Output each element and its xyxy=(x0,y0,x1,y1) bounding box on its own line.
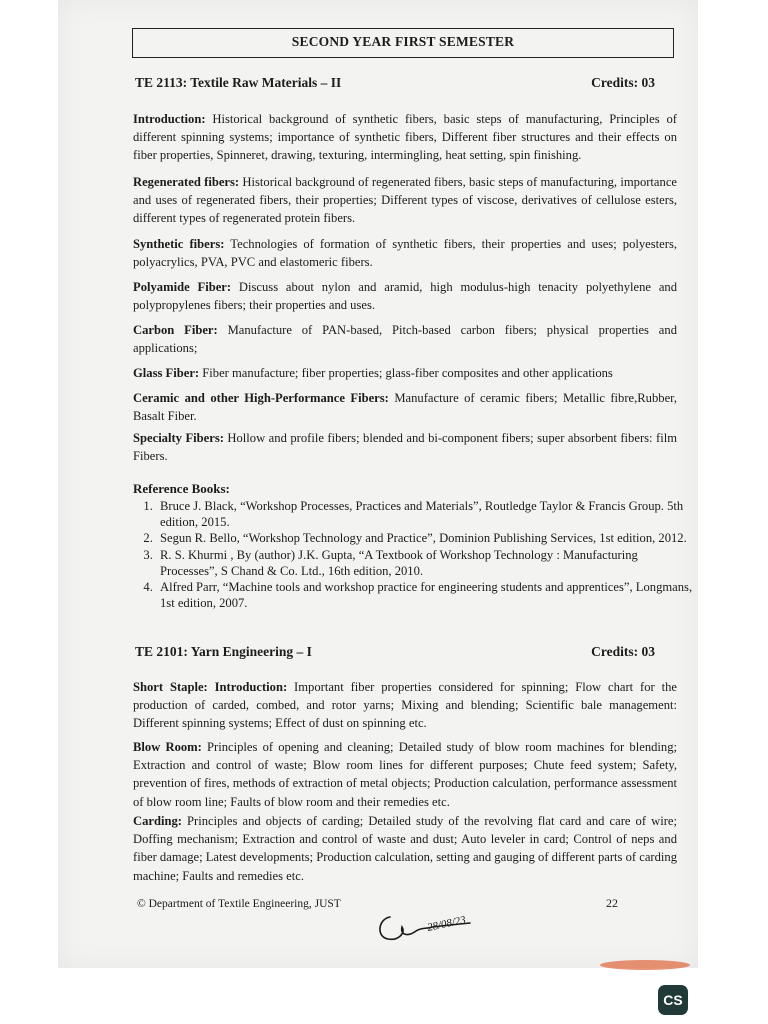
section-glass-fiber: Glass Fiber: Fiber manufacture; fiber properties; glass-fiber composites and other applications xyxy=(133,366,613,380)
section-blow-room: Blow Room: Principles of opening and cleaning; Detailed study of blow room machines for blending; Extraction and control of waste; Blow room lines for different purposes; Chute feed system; Safety, prevention of fires, methods of extraction of metal objects; Production calculation, performance assessment of blow room line; Faults of blow room and their remedies etc. xyxy=(133,740,678,809)
course-title: TE 2101: Yarn Engineering – I xyxy=(135,644,312,659)
page-number: 22 xyxy=(606,896,618,910)
reference-item: 2. Segun R. Bello, “Workshop Technology and Practice”, Dominion Publishing Services, 1st edition, 2012. xyxy=(156,530,696,546)
course-header-te2113 xyxy=(135,75,655,91)
reference-item: 3. R. S. Khurmi , By (author) J.K. Gupta, “A Textbook of Workshop Technology : Manufacturing Processes”, S Chand & Co. Ltd., 16th edition, 2010. xyxy=(156,547,696,579)
camscanner-badge-icon: CS xyxy=(658,985,688,1015)
reference-item: 4. Alfred Parr, “Machine tools and workshop practice for engineering students and apprentices”, Longmans, 1st edition, 2007. xyxy=(156,579,696,611)
scan-artifact xyxy=(600,960,690,970)
reference-item: 1. Bruce J. Black, “Workshop Processes, Practices and Materials”, Routledge Taylor & Francis Group. 5th edition, 2015. xyxy=(156,498,696,530)
page-margin xyxy=(698,0,768,1024)
section-introduction: Introduction: Historical background of synthetic fibers, basic steps of manufacturing, Principles of different spinning systems; importance of synthetic fibers, Different fiber structures and their effects on fiber properties, Spinneret, drawing, texturing, intermingling, heat setting, spin finishing. xyxy=(133,112,677,163)
signature-date: 28/08/23 xyxy=(426,914,467,934)
course-title: TE 2113: Textile Raw Materials – II xyxy=(135,75,342,90)
reference-list xyxy=(133,498,696,611)
semester-header: SECOND YEAR FIRST SEMESTER xyxy=(132,28,674,58)
course-credits: Credits: 03 xyxy=(591,644,655,659)
department-footer: © Department of Textile Engineering, JUST xyxy=(137,898,341,910)
course-credits: Credits: 03 xyxy=(591,75,655,90)
section-carbon-fiber: Carbon Fiber: Manufacture of PAN-based, Pitch-based carbon fibers; physical properties and applications; xyxy=(133,323,677,356)
section-specialty-fibers: Specialty Fibers: Hollow and profile fibers; blended and bi-component fibers; super absorbent fibers: film Fibers. xyxy=(133,431,678,464)
section-regenerated-fibers: Regenerated fibers: Historical background of regenerated fibers, basic steps of manufacturing, importance and uses of regenerated fibers, their properties; Different types of viscose, derivatives of cellulose esters, different types of regenerated protein fibers. xyxy=(133,175,677,226)
section-carding: Carding: Principles and objects of carding; Detailed study of the revolving flat card and care of wire; Doffing mechanism; Extraction and control of waste and dust; Auto leveler in card; Control of neps and fiber damage; Latest developments; Production calculation, setting and gauging of different parts of carding machine; Faults and remedies etc. xyxy=(133,814,677,883)
section-synthetic-fibers: Synthetic fibers: Technologies of formation of synthetic fibers, their properties and uses; polyesters, polyacrylics, PVA, PVC and elastomeric fibers. xyxy=(133,237,678,270)
section-short-staple: Short Staple: Introduction: Important fiber properties considered for spinning; Flow chart for the production of carded, combed, and rotor yarns; Mixing and blending; Scientific bale management: Different spinning systems; Effect of dust on spinning etc. xyxy=(133,680,677,731)
section-ceramic-fibers: Ceramic and other High-Performance Fibers: Manufacture of ceramic fibers; Metallic fibre,Rubber, Basalt Fiber. xyxy=(133,391,677,424)
handwritten-signature xyxy=(372,905,482,951)
reference-books-heading: Reference Books: xyxy=(133,481,230,496)
course-header-te2101 xyxy=(135,644,655,660)
section-polyamide-fiber: Polyamide Fiber: Discuss about nylon and aramid, high modulus-high tenacity polyethylene and polypropylenes fibers; their properties and uses. xyxy=(133,280,678,313)
